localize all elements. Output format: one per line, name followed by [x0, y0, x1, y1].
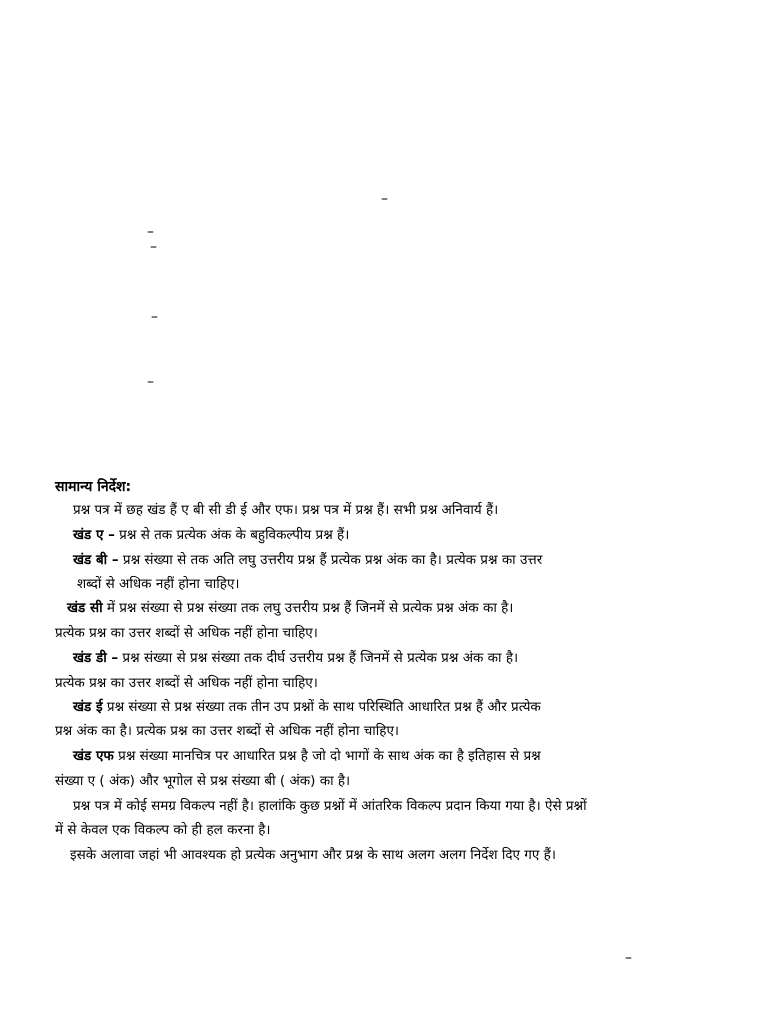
instruction-line — [67, 598, 513, 618]
section-label: खंड एफ — [73, 748, 114, 764]
instruction-line — [55, 820, 271, 840]
dash-mark: – — [147, 224, 154, 240]
instruction-text: प्रश्न संख्या से प्रश्न संख्या तक तीन उप प्रश्नों के साथ परिस्थिति आधारित प्रश्न हैं और प्रत्येक — [102, 699, 541, 715]
section-label: खंड बी – — [73, 552, 119, 568]
instruction-line — [73, 500, 498, 520]
dash-mark: – — [381, 191, 388, 207]
instruction-line — [55, 721, 399, 741]
instruction-line — [73, 550, 542, 570]
dash-mark: – — [150, 239, 157, 255]
instruction-text: प्रत्येक प्रश्न का उत्तर शब्दों से अधिक नहीं होना चाहिए। — [55, 675, 318, 691]
instruction-line — [77, 574, 240, 594]
instruction-line — [55, 673, 318, 693]
general-instructions-heading: सामान्य निर्देश: — [55, 479, 132, 495]
instruction-text: प्रश्न पत्र में कोई समग्र विकल्प नहीं है। हालांकि कुछ प्रश्नों में आंतरिक विकल्प प्रदान किया गया है। ऐसे प्रश्नों — [73, 798, 587, 814]
instruction-text: शब्दों से अधिक नहीं होना चाहिए। — [77, 576, 240, 592]
instruction-text: प्रत्येक प्रश्न का उत्तर शब्दों से अधिक नहीं होना चाहिए। — [55, 625, 318, 641]
instruction-text: प्रश्न से तक प्रत्येक अंक के बहुविकल्पीय प्रश्न हैं। — [114, 527, 350, 543]
instruction-line — [55, 771, 350, 791]
instruction-text: में प्रश्न संख्या से प्रश्न संख्या तक लघु उत्तरीय प्रश्न हैं जिनमें से प्रत्येक प्रश्न अंक का है। — [102, 600, 514, 616]
dash-mark: – — [147, 374, 154, 390]
instruction-line — [73, 525, 349, 545]
instruction-text: इसके अलावा जहां भी आवश्यक हो प्रत्येक अनुभाग और प्रश्न के साथ अलग अलग निर्देश दिए गए हैं। — [70, 847, 556, 863]
section-label: खंड ई — [73, 699, 103, 715]
section-label: खंड ए – — [73, 527, 115, 543]
section-label: खंड सी — [67, 600, 103, 616]
dash-mark: – — [625, 950, 632, 966]
instruction-line — [73, 796, 587, 816]
instruction-text: में से केवल एक विकल्प को ही हल करना है। — [55, 822, 271, 838]
instruction-text: प्रश्न पत्र में छह खंड हैं ए बी सी डी ई और एफ। प्रश्न पत्र में प्रश्न हैं। सभी प्रश्न अनिवार्य हैं। — [73, 502, 499, 518]
instruction-text: प्रश्न संख्या से तक अति लघु उत्तरीय प्रश्न हैं प्रत्येक प्रश्न अंक का है। प्रत्येक प्रश्न का उत्तर — [118, 552, 543, 568]
instruction-line — [73, 648, 518, 668]
instruction-text: प्रश्न संख्या से प्रश्न संख्या तक दीर्घ उत्तरीय प्रश्न हैं जिनमें से प्रत्येक प्रश्न अंक का है। — [118, 650, 519, 666]
instruction-text: प्रश्न अंक का है। प्रत्येक प्रश्न का उत्तर शब्दों से अधिक नहीं होना चाहिए। — [55, 723, 400, 739]
instruction-text: प्रश्न संख्या मानचित्र पर आधारित प्रश्न है जो दो भागों के साथ अंक का है इतिहास से प्रश्न — [113, 748, 541, 764]
instruction-line — [73, 746, 541, 766]
instruction-text: संख्या ए ( अंक) और भूगोल से प्रश्न संख्या बी ( अंक) का है। — [55, 773, 351, 789]
dash-mark: – — [151, 309, 158, 325]
section-label: खंड डी – — [73, 650, 119, 666]
instruction-line — [55, 623, 318, 643]
instruction-line — [70, 845, 556, 865]
instruction-line — [73, 697, 541, 717]
